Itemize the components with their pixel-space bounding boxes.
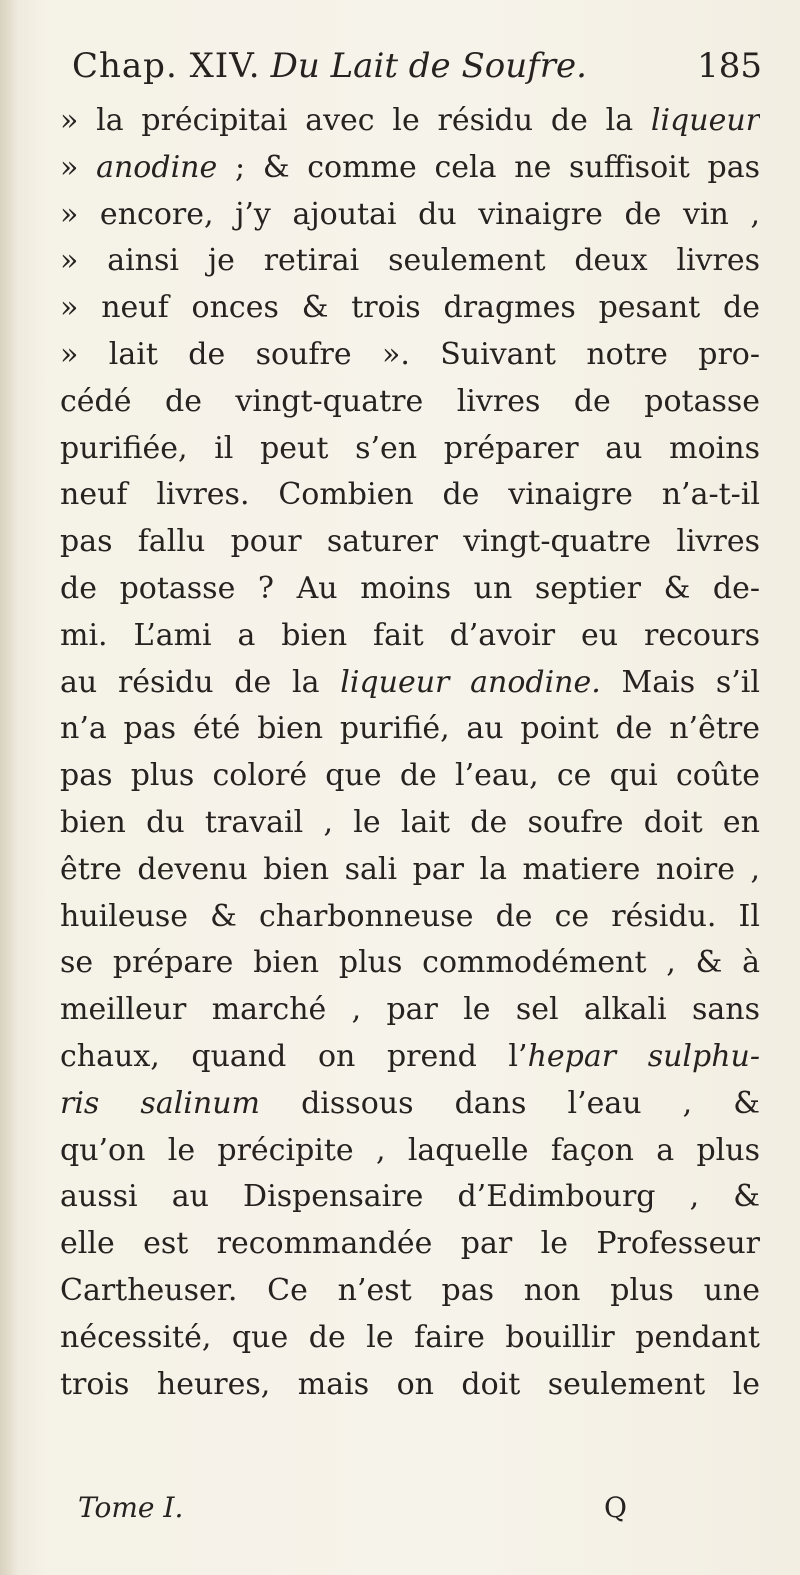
text-line: [60, 472, 760, 519]
text-line: [60, 1362, 760, 1409]
text-line: [60, 613, 760, 660]
text-segment: » ainsi je retirai seulement deux livres: [60, 243, 760, 279]
text-segment: » lait de soufre ». Suivant notre pro-: [60, 336, 760, 372]
text-line: [60, 1174, 760, 1221]
text-segment: aussi au Dispensaire d’Edimbourg , &: [60, 1179, 760, 1215]
page-footer: [78, 1488, 678, 1528]
text-segment: neuf livres. Combien de vinaigre n’a-t-il: [60, 477, 760, 513]
signature-mark: Q: [604, 1491, 627, 1524]
italic-text: hepar sulphu-: [527, 1038, 760, 1074]
text-line: [60, 1221, 760, 1268]
text-segment: n’a pas été bien purifié, au point de n’être: [60, 711, 760, 747]
text-line: [60, 706, 760, 753]
text-segment: mi. L’ami a bien fait d’avoir eu recours: [60, 617, 760, 653]
text-line: [60, 894, 760, 941]
chapter-label: Chap. XIV.: [72, 46, 261, 86]
running-header: [72, 42, 762, 90]
text-segment: pas fallu pour saturer vingt-quatre livres: [60, 524, 760, 560]
text-line: [60, 285, 760, 332]
text-line: [60, 753, 760, 800]
text-line: [60, 145, 760, 192]
text-segment: » neuf onces & trois dragmes pesant de: [60, 290, 760, 326]
text-line: [60, 987, 760, 1034]
text-segment: cédé de vingt-quatre livres de potasse: [60, 383, 760, 419]
text-segment: huileuse & charbonneuse de ce résidu. Il: [60, 898, 760, 934]
text-line: [60, 1268, 760, 1315]
text-segment: meilleur marché , par le sel alkali sans: [60, 992, 760, 1028]
text-segment: dissous dans l’eau , &: [260, 1085, 760, 1121]
text-segment: » la précipitai avec le résidu de la: [60, 103, 651, 138]
page-number: 185: [697, 46, 762, 86]
text-line: [60, 847, 760, 894]
text-segment: Mais s’il: [600, 664, 760, 700]
text-line: [60, 1081, 760, 1128]
text-segment: trois heures, mais on doit seulement le: [60, 1366, 760, 1402]
text-segment: au résidu de la: [60, 664, 341, 700]
volume-label: Tome I.: [78, 1491, 184, 1524]
text-line: [60, 332, 760, 379]
text-segment: » encore, j’y ajoutai du vinaigre de vin ,: [60, 196, 760, 232]
text-segment: bien du travail , le lait de soufre doit en: [60, 804, 760, 840]
chapter-title: Du Lait de Soufre.: [270, 46, 587, 86]
text-line: [60, 566, 760, 613]
text-line: [60, 379, 760, 426]
page-binding-edge: [0, 0, 18, 1575]
text-line: [60, 192, 760, 239]
text-line: [60, 98, 760, 145]
text-line: [60, 800, 760, 847]
page-body-text: [60, 98, 760, 1408]
text-line: [60, 238, 760, 285]
text-segment: chaux, quand on prend l’: [60, 1038, 528, 1074]
text-segment: »: [60, 149, 97, 185]
text-line: [60, 660, 760, 707]
text-line: [60, 426, 760, 473]
text-line: [60, 1315, 760, 1362]
text-segment: elle est recommandée par le Professeur: [60, 1226, 760, 1262]
italic-text: liqueur anodine.: [340, 664, 601, 700]
text-line: [60, 1034, 760, 1081]
text-line: [60, 940, 760, 987]
text-line: [60, 519, 760, 566]
italic-text: liqueur: [650, 103, 760, 138]
text-segment: qu’on le précipite , laquelle façon a plus: [60, 1132, 760, 1168]
text-segment: pas plus coloré que de l’eau, ce qui coûte: [60, 758, 760, 794]
text-segment: être devenu bien sali par la matiere noire ,: [60, 851, 760, 887]
text-segment: de potasse ? Au moins un septier & de-: [60, 570, 760, 606]
text-segment: purifiée, il peut s’en préparer au moins: [60, 430, 760, 466]
text-segment: se prépare bien plus commodément , & à: [60, 945, 760, 981]
text-segment: ; & comme cela ne suffisoit pas: [217, 149, 760, 185]
text-segment: nécessité, que de le faire bouillir pendant: [60, 1319, 760, 1355]
text-segment: Cartheuser. Ce n’est pas non plus une: [60, 1272, 760, 1308]
italic-text: ris salinum: [60, 1085, 260, 1121]
italic-text: anodine: [96, 149, 218, 185]
text-line: [60, 1128, 760, 1175]
